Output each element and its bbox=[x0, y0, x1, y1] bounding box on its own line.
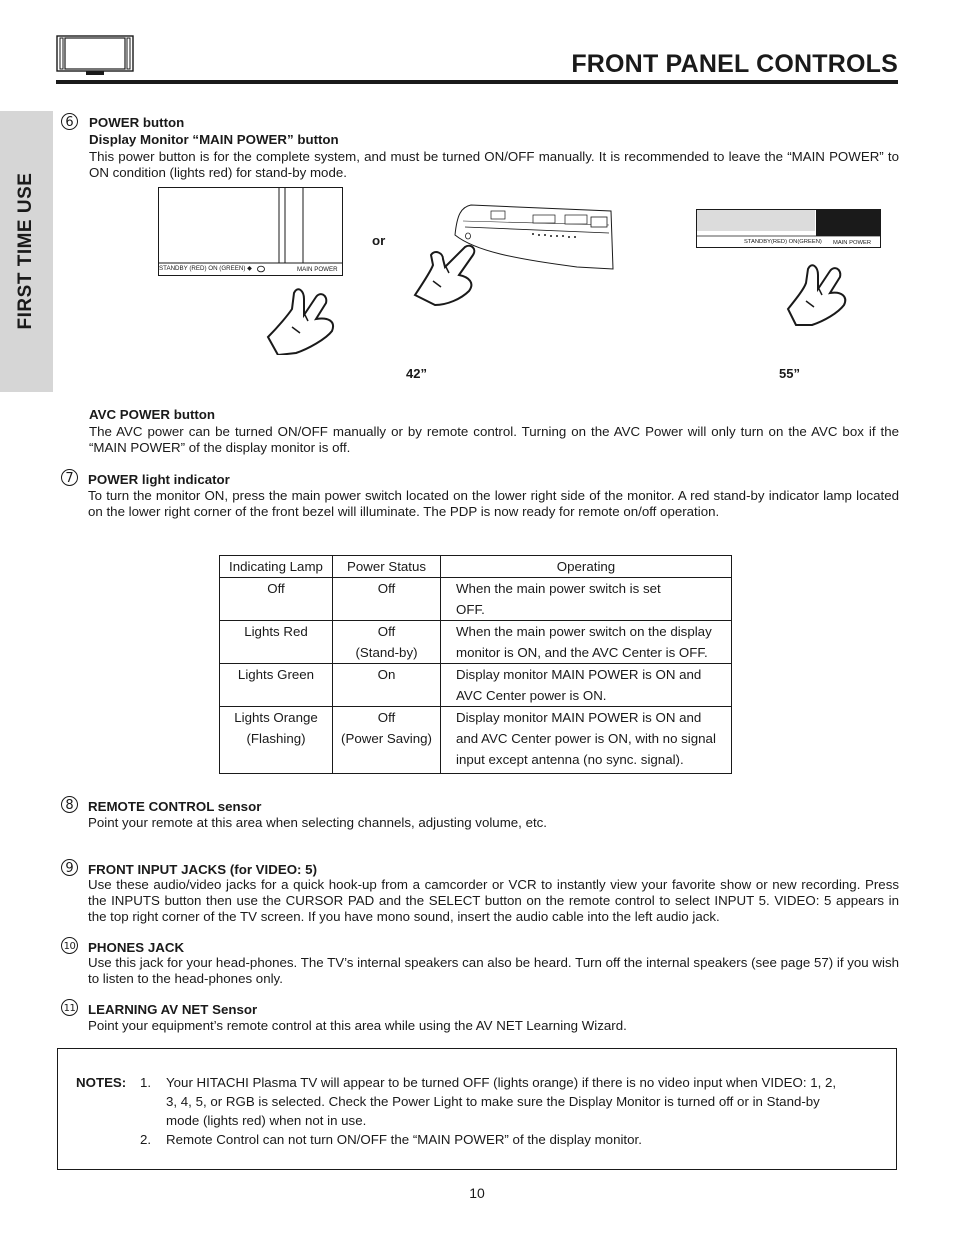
lamp-cell: Lights Green bbox=[237, 667, 315, 682]
page-title: FRONT PANEL CONTROLS bbox=[571, 50, 898, 78]
note-item bbox=[166, 1130, 891, 1149]
status-cell-note: (Power Saving) bbox=[341, 731, 432, 746]
power-light-text: To turn the monitor ON, press the main power switch located on the lower right side of the monitor. A red stand-by indicator lamp located on the lower right corner of the front bezel will illuminate. The PDP is now ready for remote on/off operation. bbox=[88, 488, 899, 519]
main-power-heading: Display Monitor “MAIN POWER” button bbox=[89, 132, 339, 147]
operating-cell-line: AVC Center power is ON. bbox=[456, 688, 607, 703]
phones-jack-text: Use this jack for your head-phones. The TV’s internal speakers can also be heard. Turn off the internal speakers (see page 57) if you wish to listen to the head-phones only. bbox=[88, 955, 899, 986]
front-jacks-text: Use these audio/video jacks for a quick hook-up from a camcorder or VCR to instantly view your favorite show or new recording. Press the INPUTS button then use the CURSOR PAD and the SELECT button on the remote control to select INPUT 5. VIDEO: 5 appears in the top right corner of the TV screen. If you have mono sound, insert the audio cable into the left audio jack. bbox=[88, 877, 899, 924]
tv-icon bbox=[56, 35, 134, 77]
learning-sensor-heading: LEARNING AV NET Sensor bbox=[88, 1002, 258, 1017]
header-rule bbox=[56, 80, 898, 84]
header-indicating-lamp: Indicating Lamp bbox=[220, 556, 333, 578]
avc-power-text: The AVC power can be turned ON/OFF manually or by remote control. Turning on the AVC Power will only turn on the AVC box if the “MAIN POWER” of the display monitor is off. bbox=[89, 424, 899, 455]
note-item bbox=[166, 1073, 891, 1130]
learning-sensor-text: Point your equipment’s remote control at this area while using the AV NET Learning Wizard. bbox=[88, 1018, 627, 1033]
main-power-figure-42 bbox=[405, 195, 617, 315]
note-number: 1. bbox=[140, 1075, 152, 1090]
header-operating: Operating bbox=[441, 556, 732, 578]
size-label-42: 42” bbox=[406, 366, 427, 381]
sidebar-label: FIRST TIME USE bbox=[15, 172, 36, 330]
standby-lamp-icon bbox=[256, 265, 266, 273]
operating-cell-line: When the main power switch is set bbox=[456, 581, 661, 596]
table-row bbox=[220, 707, 732, 774]
item-number-9: 9 bbox=[61, 859, 78, 876]
operating-cell-line: and AVC Center power is ON, with no signal bbox=[456, 731, 716, 746]
note-number: 2. bbox=[140, 1132, 152, 1147]
status-cell: On bbox=[377, 667, 396, 682]
item-number-6: 6 bbox=[61, 113, 78, 130]
sidebar-tab bbox=[0, 111, 53, 392]
lamp-cell: Off bbox=[267, 581, 285, 596]
table-row bbox=[220, 578, 732, 621]
phones-jack-heading: PHONES JACK bbox=[88, 940, 185, 955]
lamp-cell-note: (Flashing) bbox=[246, 731, 306, 746]
fig3-standby-label: STANDBY(RED) ON(GREEN) bbox=[744, 239, 822, 245]
operating-cell-line: Display monitor MAIN POWER is ON and bbox=[456, 667, 702, 682]
fig3-main-power-label: MAIN POWER bbox=[833, 240, 872, 246]
status-cell: Off bbox=[377, 710, 396, 725]
operating-cell-line: OFF. bbox=[456, 602, 485, 617]
item-number-7: 7 bbox=[61, 469, 78, 486]
note-line: 3, 4, 5, or RGB is selected. Check the Power Light to make sure the Display Monitor is turned off or in Stand-by bbox=[166, 1094, 820, 1109]
lamp-cell: Lights Orange bbox=[234, 710, 318, 725]
page-number: 10 bbox=[469, 1185, 485, 1201]
note-line: Your HITACHI Plasma TV will appear to be turned OFF (lights orange) if there is no video input when VIDEO: 1, 2, bbox=[166, 1075, 837, 1090]
note-line: mode (lights red) when not in use. bbox=[166, 1113, 367, 1128]
power-status-table bbox=[219, 555, 732, 774]
power-light-heading: POWER light indicator bbox=[88, 472, 230, 487]
item-number-8: 8 bbox=[61, 796, 78, 813]
fig1-main-power-label: MAIN POWER bbox=[297, 266, 338, 273]
or-label: or bbox=[372, 233, 386, 248]
size-label-55: 55” bbox=[779, 366, 800, 381]
operating-cell-line: monitor is ON, and the AVC Center is OFF. bbox=[456, 645, 708, 660]
item-number-11: 11 bbox=[61, 999, 78, 1016]
power-button-text: This power button is for the complete system, and must be turned ON/OFF manually. It is recommended to leave the “MAIN POWER” to ON condition (lights red) for stand-by mode. bbox=[89, 149, 899, 180]
table-row bbox=[220, 621, 732, 664]
remote-sensor-heading: REMOTE CONTROL sensor bbox=[88, 799, 262, 814]
note-line: Remote Control can not turn ON/OFF the “MAIN POWER” of the display monitor. bbox=[166, 1132, 642, 1147]
operating-cell-line: When the main power switch on the display bbox=[456, 624, 712, 639]
table-header-row bbox=[220, 556, 732, 578]
header-power-status: Power Status bbox=[333, 556, 441, 578]
status-cell: Off bbox=[377, 581, 396, 596]
status-cell-note: (Stand-by) bbox=[355, 645, 418, 660]
main-power-figure-55 bbox=[696, 209, 882, 329]
avc-power-heading: AVC POWER button bbox=[89, 407, 216, 422]
power-button-heading: POWER button bbox=[89, 115, 185, 130]
operating-cell-line: Display monitor MAIN POWER is ON and bbox=[456, 710, 702, 725]
operating-cell-line: input except antenna (no sync. signal). bbox=[456, 752, 684, 767]
remote-sensor-text: Point your remote at this area when selecting channels, adjusting volume, etc. bbox=[88, 815, 547, 830]
fig1-standby-label: STANDBY (RED) ON (GREEN) ◆ bbox=[159, 265, 252, 272]
table-row bbox=[220, 664, 732, 707]
notes-label: NOTES: bbox=[76, 1075, 127, 1090]
front-jacks-heading: FRONT INPUT JACKS (for VIDEO: 5) bbox=[88, 862, 318, 877]
status-cell: Off bbox=[377, 624, 396, 639]
lamp-cell: Lights Red bbox=[244, 624, 308, 639]
item-number-10: 10 bbox=[61, 937, 78, 954]
